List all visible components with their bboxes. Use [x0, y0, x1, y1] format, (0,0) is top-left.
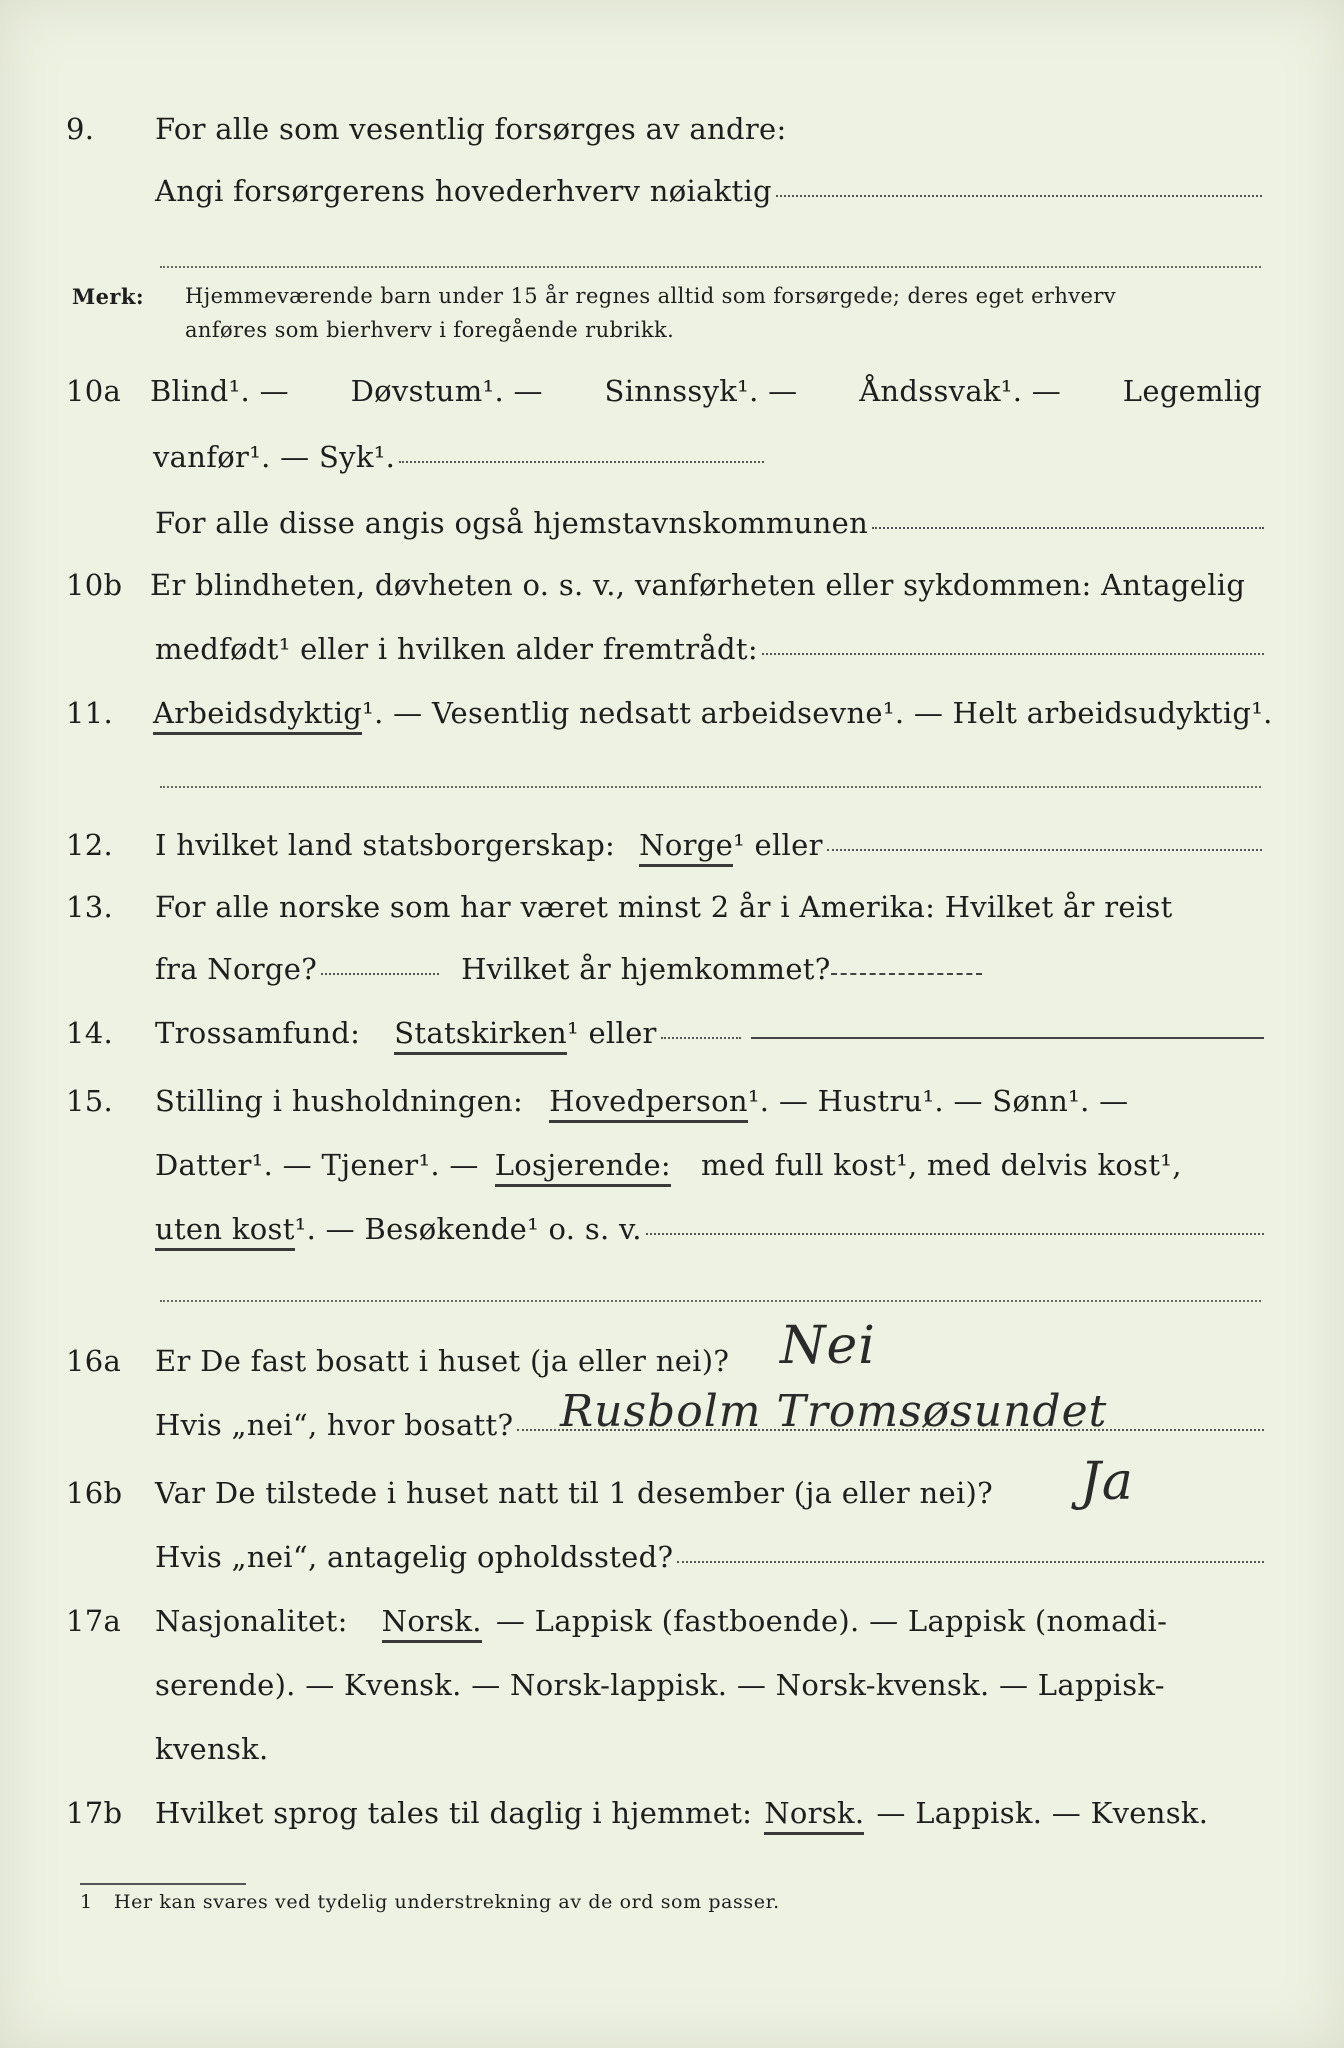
- q10b-line2: [0, 632, 1344, 672]
- merk-text-1: Hjemmeværende barn under 15 år regnes alltid som forsørgede; deres eget erhverv: [185, 284, 1117, 308]
- footnote-mark: 1: [80, 1891, 93, 1913]
- q9-answer-line[interactable]: [776, 195, 1262, 197]
- q14-answer-line[interactable]: [751, 1037, 1264, 1039]
- q12-answer-line[interactable]: [827, 849, 1262, 851]
- footnote: [80, 1891, 780, 1913]
- q16b-text: Var De tilstede i huset natt til 1 desember (ja eller nei)?: [155, 1476, 993, 1510]
- q15-extra-line[interactable]: [160, 1300, 1261, 1302]
- q16a-handwritten-answer: Nei: [780, 1316, 876, 1376]
- q10b-answer-line[interactable]: [762, 653, 1264, 655]
- q13-number: 13.: [66, 890, 114, 924]
- q17a-line2: [0, 1668, 1344, 1708]
- option-norsk-nationality[interactable]: Norsk.: [382, 1604, 482, 1643]
- q16b-line2: [0, 1540, 1344, 1580]
- q13-returned-line[interactable]: [831, 973, 982, 975]
- q16a-number: 16a: [66, 1344, 122, 1378]
- q11-answer-line[interactable]: [160, 786, 1261, 788]
- option-losjerende[interactable]: Losjerende:: [495, 1148, 671, 1187]
- q15-row: [0, 1084, 1344, 1124]
- q12-row: [0, 828, 1344, 868]
- q15-number: 15.: [66, 1084, 114, 1118]
- q13-left-label: fra Norge?: [155, 952, 318, 986]
- merk-row-2: [0, 318, 1344, 358]
- q17b-rest: — Lappisk. — Kvensk.: [876, 1796, 1209, 1830]
- q16a-where-label: Hvis „nei“, hvor bosatt?: [155, 1408, 514, 1442]
- q10a-hometown-label: For alle disse angis også hjemstavnskommunen: [155, 506, 869, 540]
- q17a-row: [0, 1604, 1344, 1644]
- q17a-number: 17a: [66, 1604, 122, 1638]
- q12-or: ¹ eller: [733, 828, 823, 862]
- q14-label: Trossamfund:: [155, 1016, 361, 1050]
- q16b-handwritten-answer: Ja: [1080, 1452, 1134, 1512]
- q15-line2: [0, 1148, 1344, 1188]
- q12-number: 12.: [66, 828, 114, 862]
- merk-label: Merk:: [72, 284, 144, 309]
- option-andssvak[interactable]: Åndssvak¹. —: [859, 374, 1062, 408]
- q11-rest: ¹. — Vesentlig nedsatt arbeidsevne¹. — Helt arbeidsudyktig¹.: [362, 696, 1273, 730]
- q13-row: [0, 890, 1344, 930]
- q10b-text: Er blindheten, døvheten o. s. v., vanførheten eller sykdommen: Antagelig: [150, 568, 1246, 602]
- q10a-row: [0, 374, 1344, 414]
- q12-label: I hvilket land statsborgerskap:: [155, 828, 616, 862]
- q15-line2-a: Datter¹. — Tjener¹. —: [155, 1148, 479, 1182]
- q13-text: For alle norske som har været minst 2 år i Amerika: Hvilket år reist: [155, 890, 1173, 924]
- q10a-line3: [0, 506, 1344, 546]
- option-sinnssyk[interactable]: Sinnssyk¹. —: [604, 374, 798, 408]
- merk-text-2: anføres som bierhverv i foregående rubrikk.: [185, 318, 675, 342]
- q17b-label: Hvilket sprog tales til daglig i hjemmet:: [155, 1796, 753, 1830]
- q11-number: 11.: [66, 696, 114, 730]
- q10a-hometown-line[interactable]: [872, 527, 1264, 529]
- q15-label: Stilling i husholdningen:: [155, 1084, 524, 1118]
- q9-number: 9.: [66, 112, 95, 146]
- q14-or: ¹ eller: [567, 1016, 657, 1050]
- q10a-line2: [0, 440, 1344, 480]
- footnote-divider: [80, 1883, 246, 1885]
- q14-answer-dots[interactable]: [661, 1037, 741, 1039]
- option-legemlig[interactable]: Legemlig: [1122, 374, 1262, 408]
- option-dovstum[interactable]: Døvstum¹. —: [350, 374, 543, 408]
- q16b-whereabouts-line[interactable]: [677, 1561, 1264, 1563]
- q17b-row: [0, 1796, 1344, 1836]
- q10a-number: 10a: [66, 374, 122, 408]
- q17a-rest1: — Lappisk (fastboende). — Lappisk (nomadi-: [495, 1604, 1168, 1638]
- q9-row: [0, 112, 1344, 152]
- q17b-number: 17b: [66, 1796, 123, 1830]
- q15-line3: [0, 1212, 1344, 1252]
- q16b-number: 16b: [66, 1476, 123, 1510]
- q10a-vanfor-syk[interactable]: vanfør¹. — Syk¹.: [153, 440, 396, 474]
- q9-line2: [0, 174, 1344, 214]
- option-hovedperson[interactable]: Hovedperson: [549, 1084, 748, 1123]
- q9-provider-label: Angi forsørgerens hovederhverv nøiaktig: [155, 174, 772, 208]
- q15-answer-line[interactable]: [646, 1233, 1264, 1235]
- q14-number: 14.: [66, 1016, 114, 1050]
- q17a-label: Nasjonalitet:: [155, 1604, 348, 1638]
- q13-left-line[interactable]: [321, 973, 439, 975]
- q17a-line3: [0, 1732, 1344, 1772]
- q10a-answer-line[interactable]: [399, 461, 764, 463]
- q10b-number: 10b: [66, 568, 123, 602]
- q15-line3-b: ¹. — Besøkende¹ o. s. v.: [294, 1212, 642, 1246]
- option-arbeidsdyktig[interactable]: Arbeidsdyktig: [153, 696, 362, 735]
- option-norsk-language[interactable]: Norsk.: [764, 1796, 864, 1835]
- q10b-row: [0, 568, 1344, 608]
- q10b-age-label: medfødt¹ eller i hvilken alder fremtrådt:: [155, 632, 758, 666]
- q16a-text: Er De fast bosatt i huset (ja eller nei)?: [155, 1344, 730, 1378]
- q13-line2: [0, 952, 1344, 992]
- q9-extra-line[interactable]: [160, 266, 1261, 268]
- q16b-row: [0, 1476, 1344, 1516]
- footnote-text: Her kan svares ved tydelig understrekning av de ord som passer.: [114, 1891, 780, 1913]
- option-uten-kost[interactable]: uten kost: [155, 1212, 295, 1251]
- q14-row: [0, 1016, 1344, 1056]
- option-blind[interactable]: Blind¹. —: [150, 374, 289, 408]
- q9-text: For alle som vesentlig forsørges av andre:: [155, 112, 787, 146]
- q16a-handwritten-residence: Rusbolm Tromsøsundet: [560, 1386, 1108, 1437]
- q15-line2-b: med full kost¹, med delvis kost¹,: [700, 1148, 1182, 1182]
- q11-row: [0, 696, 1344, 736]
- q17a-text-3: kvensk.: [155, 1732, 269, 1766]
- q17a-text-2: serende). — Kvensk. — Norsk-lappisk. — Norsk-kvensk. — Lappisk-: [155, 1668, 1165, 1702]
- q13-returned-label: Hvilket år hjemkommet?: [461, 952, 831, 986]
- q16a-row: [0, 1344, 1344, 1384]
- option-statskirken[interactable]: Statskirken: [394, 1016, 567, 1055]
- option-norge[interactable]: Norge: [639, 828, 733, 867]
- q15-rest1: ¹. — Hustru¹. — Sønn¹. —: [747, 1084, 1129, 1118]
- q16b-whereabouts-label: Hvis „nei“, antagelig opholdssted?: [155, 1540, 674, 1574]
